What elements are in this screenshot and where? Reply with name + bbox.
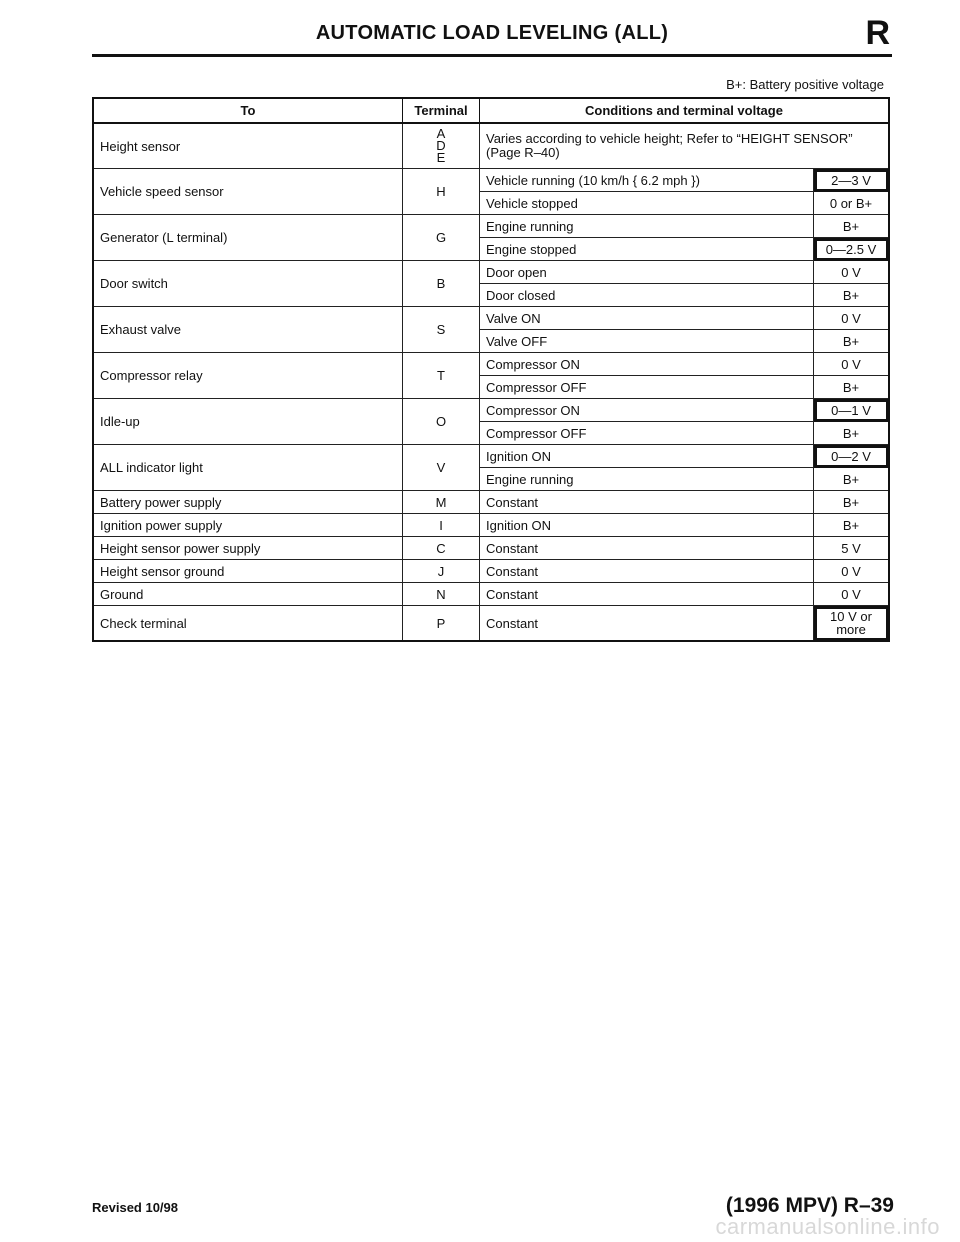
page-number: (1996 MPV) R–39 [725, 1194, 894, 1217]
table-row [93, 353, 889, 376]
voltage-value: 0 or B+ [814, 192, 890, 215]
condition-label: Constant [480, 606, 814, 642]
voltage-value-highlighted [814, 606, 890, 642]
page-title: AUTOMATIC LOAD LEVELING (ALL) [315, 22, 669, 44]
revision-note: Revised 10/98 [92, 1200, 179, 1215]
voltage-value: B+ [814, 514, 890, 537]
row-terminal-cell: G [403, 215, 480, 261]
table-row [93, 261, 889, 284]
condition-label: Constant [480, 583, 814, 606]
row-terminal-cell: O [403, 399, 480, 445]
row-terminal-cell [403, 123, 480, 169]
voltage-value: B+ [814, 284, 890, 307]
condition-label: Constant [480, 537, 814, 560]
table-row [93, 123, 889, 169]
voltage-value: B+ [814, 468, 890, 491]
table-row [93, 215, 889, 238]
table-row [93, 514, 889, 537]
condition-label: Door open [480, 261, 814, 284]
row-to-cell: Height sensor [93, 123, 403, 169]
row-terminal-cell: C [403, 537, 480, 560]
voltage-value: 0 V [814, 560, 890, 583]
voltage-value: 0 V [814, 583, 890, 606]
condition-label: Ignition ON [480, 514, 814, 537]
row-terminal-cell: M [403, 491, 480, 514]
row-condition-cell: Varies according to vehicle height; Refer to “HEIGHT SENSOR” (Page R–40) [480, 123, 890, 169]
voltage-value: 0 V [814, 307, 890, 330]
condition-label: Engine running [480, 468, 814, 491]
condition-label: Vehicle stopped [480, 192, 814, 215]
table-row [93, 445, 889, 468]
column-header-to: To [93, 98, 403, 123]
row-to-cell: Height sensor ground [93, 560, 403, 583]
voltage-line: 10 V or [830, 609, 872, 624]
table-row [93, 169, 889, 192]
condition-label: Vehicle running (10 km/h { 6.2 mph }) [480, 169, 814, 192]
voltage-value: B+ [814, 376, 890, 399]
table-header-row [93, 98, 889, 123]
voltage-value-highlighted: 0—1 V [814, 399, 890, 422]
voltage-value-highlighted: 2—3 V [814, 169, 890, 192]
condition-label: Compressor OFF [480, 376, 814, 399]
table-row [93, 606, 889, 642]
voltage-value: 0 V [814, 353, 890, 376]
terminal-label: D [436, 138, 446, 153]
condition-label: Engine running [480, 215, 814, 238]
voltage-value: B+ [814, 330, 890, 353]
row-terminal-cell: J [403, 560, 480, 583]
row-to-cell: Compressor relay [93, 353, 403, 399]
row-terminal-cell: H [403, 169, 480, 215]
terminal-label: A [436, 126, 446, 141]
row-to-cell: Idle-up [93, 399, 403, 445]
condition-label: Door closed [480, 284, 814, 307]
terminal-label: E [436, 150, 446, 165]
row-to-cell: Ignition power supply [93, 514, 403, 537]
row-terminal-cell: S [403, 307, 480, 353]
row-terminal-cell: V [403, 445, 480, 491]
watermark: carmanualsonline.info [715, 1214, 940, 1239]
voltage-value: 5 V [814, 537, 890, 560]
row-terminal-cell: B [403, 261, 480, 307]
table-row [93, 583, 889, 606]
voltage-value: 0 V [814, 261, 890, 284]
row-to-cell: Generator (L terminal) [93, 215, 403, 261]
row-to-cell: ALL indicator light [93, 445, 403, 491]
row-terminal-cell: T [403, 353, 480, 399]
condition-label: Compressor ON [480, 353, 814, 376]
table-row [93, 537, 889, 560]
row-to-cell: Door switch [93, 261, 403, 307]
condition-label: Valve OFF [480, 330, 814, 353]
condition-label: Valve ON [480, 307, 814, 330]
condition-label: Compressor OFF [480, 422, 814, 445]
voltage-value: B+ [814, 215, 890, 238]
row-to-cell: Exhaust valve [93, 307, 403, 353]
row-to-cell: Check terminal [93, 606, 403, 642]
row-to-cell: Vehicle speed sensor [93, 169, 403, 215]
voltage-value: B+ [814, 422, 890, 445]
row-terminal-cell: N [403, 583, 480, 606]
table-row [93, 399, 889, 422]
legend-note: B+: Battery positive voltage [726, 77, 884, 92]
condition-label: Ignition ON [480, 445, 814, 468]
table-row [93, 307, 889, 330]
page-header [92, 16, 892, 57]
condition-label: Constant [480, 491, 814, 514]
condition-label: Engine stopped [480, 238, 814, 261]
voltage-value-highlighted: 0—2 V [814, 445, 890, 468]
row-to-cell: Ground [93, 583, 403, 606]
row-terminal-cell: I [403, 514, 480, 537]
section-letter: R [865, 14, 890, 52]
voltage-value-highlighted: 0—2.5 V [814, 238, 890, 261]
row-to-cell: Battery power supply [93, 491, 403, 514]
row-to-cell: Height sensor power supply [93, 537, 403, 560]
voltage-line: more [836, 622, 866, 637]
condition-label: Constant [480, 560, 814, 583]
column-header-conditions: Conditions and terminal voltage [480, 98, 890, 123]
column-header-terminal: Terminal [403, 98, 480, 123]
voltage-value: B+ [814, 491, 890, 514]
row-terminal-cell: P [403, 606, 480, 642]
table-row [93, 491, 889, 514]
terminal-voltage-table [92, 97, 890, 642]
table-row [93, 560, 889, 583]
condition-label: Compressor ON [480, 399, 814, 422]
